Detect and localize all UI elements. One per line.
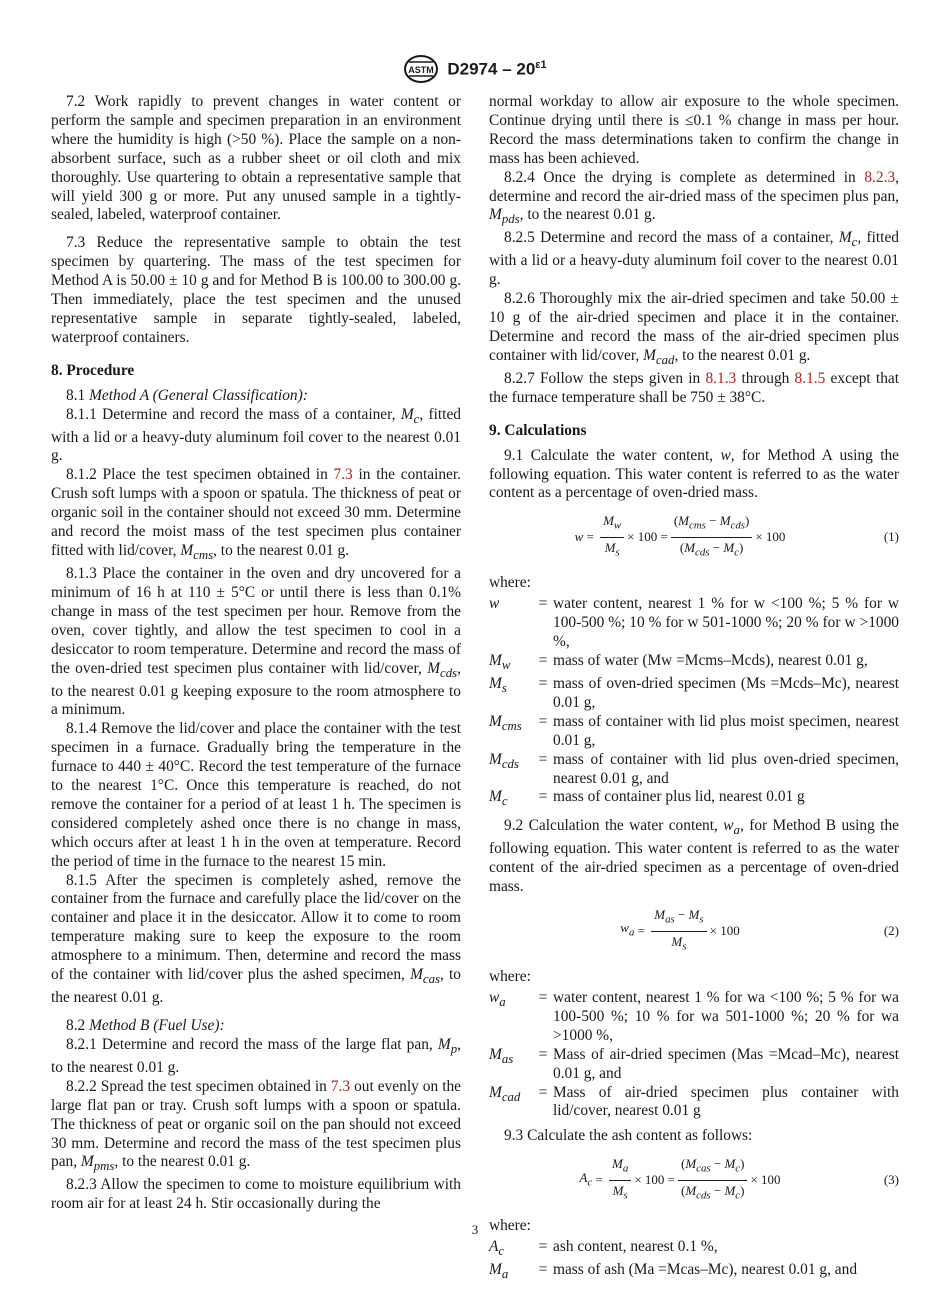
section-8-1: 8.1 Method A (General Classification): xyxy=(66,386,308,404)
section-8-2: 8.2 Method B (Fuel Use): xyxy=(66,1017,225,1034)
section-8-2-4: 8.2.4 Once the drying is complete as determined in 8.2.3, determine and record the air-dried mass of the specimen plus pan, $M_{pds}$, to the nearest 0.01 g. xyxy=(489,168,899,227)
equation-1: w = $\frac{M_w}{M_s}$ × 100 = $\frac{(M_{cms} - M_{cds})}{(M_{cds} - M_c)}$ × 100 (1) xyxy=(574,513,899,559)
definition-item: $M_c$ = mass of container plus lid, nearest 0.01 g xyxy=(489,788,805,809)
where-label: where: xyxy=(489,1217,531,1235)
equation-number: (1) xyxy=(883,528,899,544)
definition-item: $w_a$ = water content, nearest 1 % for wa <100 %; 5 % for wa 100-500 %; 10 % for wa 501-1000 %; 20 % for wa >1000 %, xyxy=(489,989,899,1044)
section-8-1-5: 8.1.5 After the specimen is completely ashed, remove the container from the furnace and carefully place the lid/cover on the container and place it in the desiccator. Allow it to come to room temperature making sure to keep the exposure to the room atmosphere to a minimum. Then, determine and record the mass of the container with lid/cover plus the ashed specimen, $M_{cas}$, to the nearest 0.01 g. xyxy=(51,871,462,1007)
definition-item: $M_{cds}$ = mass of container with lid plus oven-dried specimen, nearest 0.01 g, and xyxy=(489,750,899,787)
section-8-2-2: 8.2.2 Spread the test specimen obtained in 7.3 out evenly on the large flat pan or tray. Crush soft lumps with a spoon or spatula. The thickness of peat or organic soil on the pan should not exceed 30 mm. Determine and record the mass of the test specimen plus pan, $M_{pms}$, to the nearest 0.01 g. xyxy=(51,1077,462,1174)
section-9-3: 9.3 Calculate the ash content as follows: xyxy=(504,1127,753,1145)
heading-procedure: 8. Procedure xyxy=(51,361,135,379)
definitions-1 xyxy=(489,595,899,811)
heading-calculations: 9. Calculations xyxy=(489,421,587,439)
ref-link-8-1-3[interactable]: 8.1.3 xyxy=(705,369,737,387)
left-column xyxy=(51,93,461,1214)
definition-item: $M_a$ = mass of ash (Ma =Mcas–Mc), nearest 0.01 g, and xyxy=(489,1261,858,1282)
where-label: where: xyxy=(489,574,531,592)
definitions-3 xyxy=(489,1238,899,1284)
where-label: where: xyxy=(489,968,531,986)
svg-text:ASTM: ASTM xyxy=(408,65,435,75)
definitions-2 xyxy=(489,989,899,1121)
definition-item: $M_{as}$ = Mass of air-dried specimen (Mas =Mcad–Mc), nearest 0.01 g, and xyxy=(489,1045,899,1082)
definition-item: $M_{cad}$ = Mass of air-dried specimen plus container with lid/cover, nearest 0.01 g xyxy=(489,1083,899,1120)
section-8-2-5: 8.2.5 Determine and record the mass of a container, $M_c$, fitted with a lid or a heavy-duty aluminum foil cover to the nearest 0.01 g. xyxy=(489,229,899,289)
section-9-2: 9.2 Calculation the water content, $w_a$, for Method B using the following equation. This water content is referred to as the water content of the air-dried specimen as a percentage of oven-dried mass. xyxy=(489,817,899,896)
definition-item: $M_w$ = mass of water (Mw =Mcms–Mcds), nearest 0.01 g, xyxy=(489,651,868,673)
definition-item: w = water content, nearest 1 % for w <100 %; 5 % for w 100-500 %; 10 % for w 501-1000 %; 20 % for w >1000 %, xyxy=(489,595,899,651)
section-8-1-2: 8.1.2 Place the test specimen obtained in 7.3 in the container. Crush soft lumps with a spoon or spatula. The thickness of peat or organic soil in the container should not exceed 30 mm. Determine and record the moist mass of the test specimen plus container fitted with lid/cover, $M_{cms}$, to the nearest 0.01 g. xyxy=(51,466,461,563)
ref-link-8-2-3[interactable]: 8.2.3 xyxy=(864,168,896,186)
document-designation: $D2974 - 20^{\varepsilon 1}$ xyxy=(447,58,547,79)
equation-3: $A_c$ = $\frac{M_a}{M_s}$ × 100 = $\frac{(M_{cas} - M_c)}{(M_{cds} - M_c)}$ × 100 (3) xyxy=(579,1156,899,1202)
section-8-2-3-continued: normal workday to allow air exposure to the whole specimen. Continue drying until there is ≤0.1 % change in mass per hour. Record the mass determinations taken to confirm the change in mass has been achieved. xyxy=(489,93,899,167)
section-7-2: 7.2 Work rapidly to prevent changes in water content or perform the sample and specimen preparation in an environment where the humidity is high (>50 %). Place the sample on a non-absorbent surface, such as a rubber sheet or oil cloth and mix thoroughly. Use quartering to obtain a representative sample that will yield 300 g or more. Put any unused sample in a tightly-sealed, labeled, waterproof container. xyxy=(51,93,461,224)
section-8-2-7: 8.2.7 Follow the steps given in 8.1.3 through 8.1.5 except that the furnace temperature shall be 750 ± 38°C. xyxy=(489,369,899,406)
section-7-3: 7.3 Reduce the representative sample to obtain the test specimen by quartering. The mass of the test specimen for Method A is 50.00 ± 10 g and for Method B is 100.00 to 300.00 g. Then immediately, place the test specimen and the unused representative sample in separate tightly-sealed, labeled, waterproof containers. xyxy=(51,234,461,346)
definition-item: $M_s$ = mass of oven-dried specimen (Ms =Mcds–Mc), nearest 0.01 g, xyxy=(489,674,899,711)
section-8-2-3: 8.2.3 Allow the specimen to come to moisture equilibrium with room air for at least 24 h. Stir occasionally during the xyxy=(51,1176,461,1213)
ref-link-7-3[interactable]: 7.3 xyxy=(330,1077,351,1095)
page-header xyxy=(0,54,950,84)
page-number: 3 xyxy=(471,1222,479,1237)
section-8-1-3: 8.1.3 Place the container in the oven and dry uncovered for a minimum of 16 h at 110 ± 5°C or until there is less than 0.1% change in mass of the test specimen per hour. Remove from the oven, cover tightly, and allow the test specimen to cool in a desiccator to room temperature. Determine and record the mass of the oven-dried test specimen plus container with lid/cover, $M_{cds}$, to the nearest 0.01 g keeping exposure to the room atmosphere to a minimum. xyxy=(51,565,461,719)
definition-item: $A_c$ = ash content, nearest 0.1 %, xyxy=(489,1238,718,1259)
section-8-1-1: 8.1.1 Determine and record the mass of a container, $M_c$, fitted with a lid or a heavy-duty aluminum foil cover to the nearest 0.01 g. xyxy=(51,405,461,465)
equation-2: $w_a$ = $\frac{M_{as} - M_s}{M_s}$ × 100 (2) xyxy=(620,907,899,953)
equation-number: (3) xyxy=(883,1171,899,1187)
section-8-2-6: 8.2.6 Thoroughly mix the air-dried specimen and take 50.00 ± 10 g of the air-dried specimen and place it in the container. Determine and record the mass of the air-dried specimen plus container with lid/cover, $M_{cad}$, to the nearest 0.01 g. xyxy=(489,290,899,368)
section-8-1-4: 8.1.4 Remove the lid/cover and place the container with the test specimen in a furnace. Gradually bring the temperature in the furnace to 440 ± 40°C. Record the test temperature of the furnace to the nearest 1°C. Once this temperature is reached, do not remove the container for a period of at least 1 h. The specimen is considered completely ashed once there is no change in mass, which occurs after at least 1 h in the oven at temperature. Record the period of time in the furnace to the nearest 15 min. xyxy=(51,720,461,870)
section-9-1: 9.1 Calculate the water content, w, for Method A using the following equation. This water content is referred to as the water content as a percentage of oven-dried mass. xyxy=(489,446,899,502)
equation-number: (2) xyxy=(883,922,899,938)
section-8-2-1: 8.2.1 Determine and record the mass of the large flat pan, $M_p$, to the nearest 0.01 g. xyxy=(51,1035,461,1076)
ref-link-8-1-5[interactable]: 8.1.5 xyxy=(794,369,826,387)
ref-link-7-3[interactable]: 7.3 xyxy=(333,466,353,484)
astm-logo-icon xyxy=(403,54,439,84)
right-column xyxy=(489,93,899,1290)
definition-item: $M_{cms}$ = mass of container with lid plus moist specimen, nearest 0.01 g, xyxy=(489,712,899,749)
